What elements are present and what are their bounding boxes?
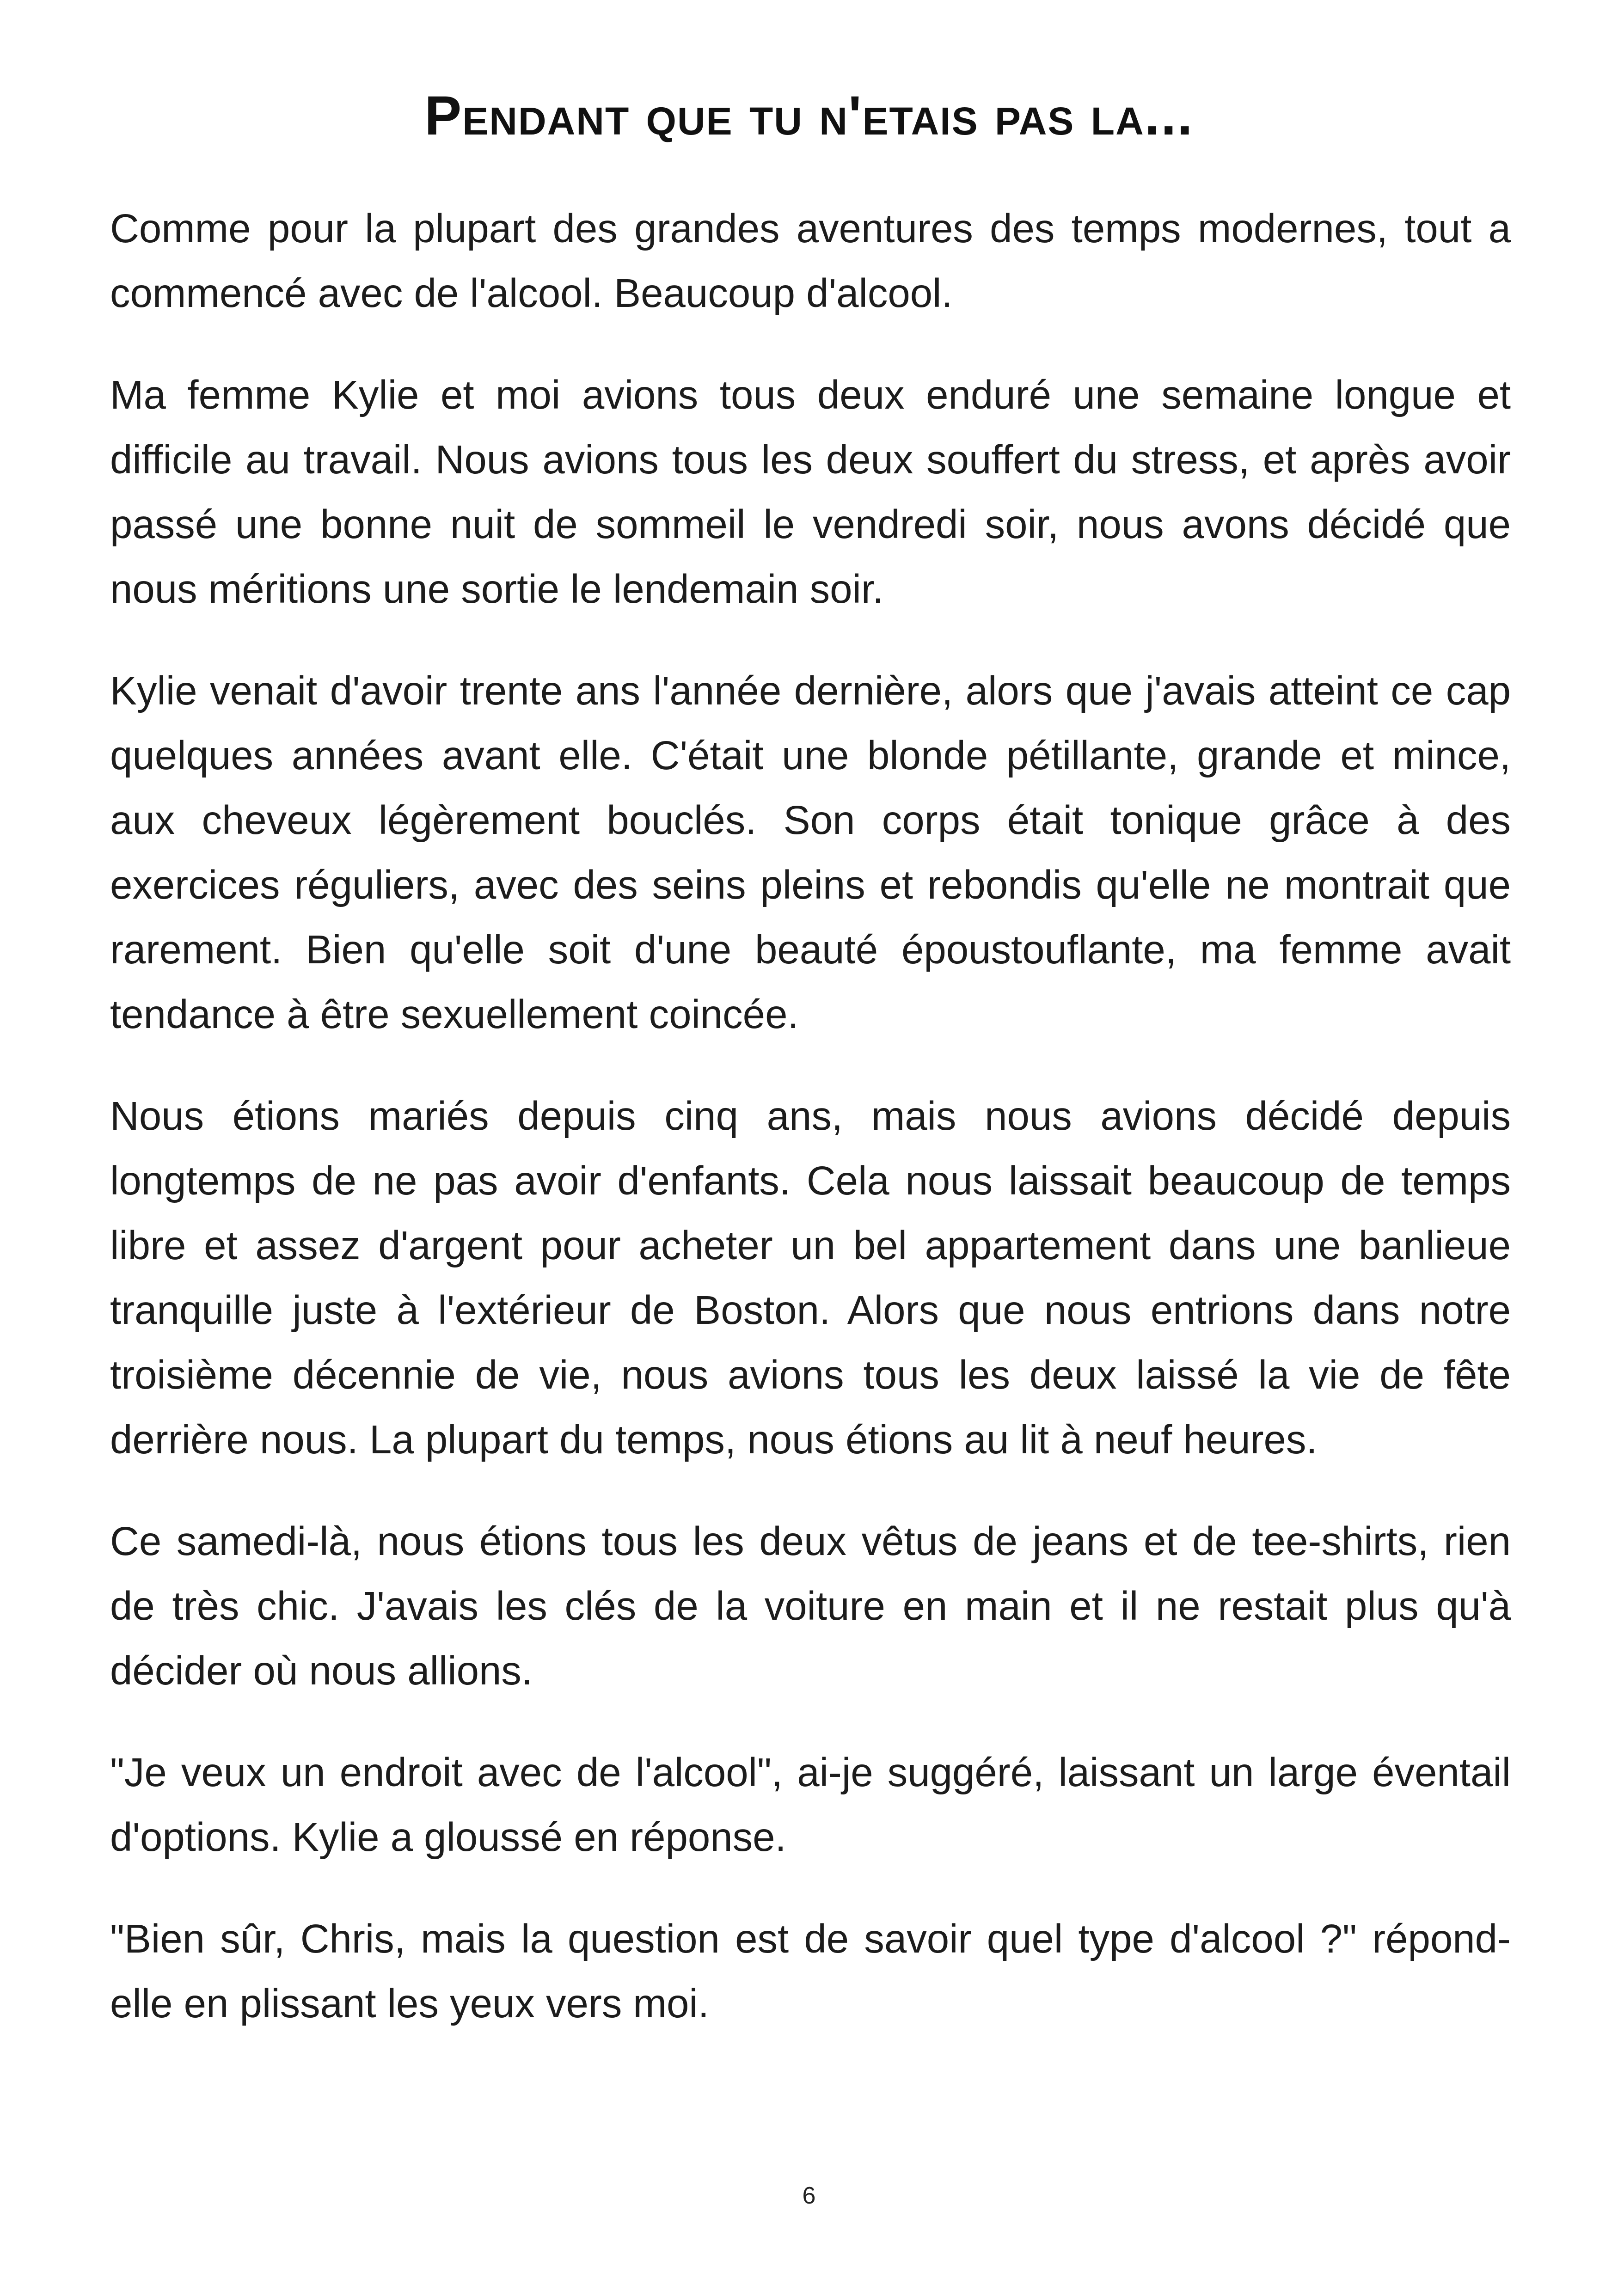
paragraph: "Je veux un endroit avec de l'alcool", ai-je suggéré, laissant un large éventail d'options. Kylie a gloussé en réponse. (110, 1750, 1511, 1860)
body-text (110, 196, 1511, 2073)
paragraph: Nous étions mariés depuis cinq ans, mais nous avions décidé depuis longtemps de ne pas avoir d'enfants. Cela nous laissait beaucoup de temps libre et assez d'argent pour acheter un bel appartement dans une banlieue tranquille juste à l'extérieur de Boston. Alors que nous entrions dans notre troisième décennie de vie, nous avions tous les deux laissé la vie de fête derrière nous. La plupart du temps, nous étions au lit à neuf heures. (110, 1094, 1511, 1462)
paragraph: Kylie venait d'avoir trente ans l'année dernière, alors que j'avais atteint ce cap quelques années avant elle. C'était une blonde pétillante, grande et mince, aux cheveux légèrement bouclés. Son corps était tonique grâce à des exercices réguliers, avec des seins pleins et rebondis qu'elle ne montrait que rarement. Bien qu'elle soit d'une beauté époustouflante, ma femme avait tendance à être sexuellement coincée. (110, 668, 1511, 1037)
paragraph: Ce samedi-là, nous étions tous les deux vêtus de jeans et de tee-shirts, rien de très chic. J'avais les clés de la voiture en main et il ne restait plus qu'à décider où nous allions. (110, 1519, 1511, 1693)
paragraph: Comme pour la plupart des grandes aventures des temps modernes, tout a commencé avec de l'alcool. Beaucoup d'alcool. (110, 206, 1511, 316)
paragraph: "Bien sûr, Chris, mais la question est de savoir quel type d'alcool ?" répond-elle en plissant les yeux vers moi. (110, 1916, 1511, 2026)
page-number: 6 (802, 2182, 816, 2209)
paragraph: Ma femme Kylie et moi avions tous deux enduré une semaine longue et difficile au travail. Nous avions tous les deux souffert du stress, et après avoir passé une bonne nuit de sommeil le vendredi soir, nous avons décidé que nous méritions une sortie le lendemain soir. (110, 373, 1511, 612)
chapter-title: Pendant que tu n'etais pas la... (424, 85, 1194, 147)
